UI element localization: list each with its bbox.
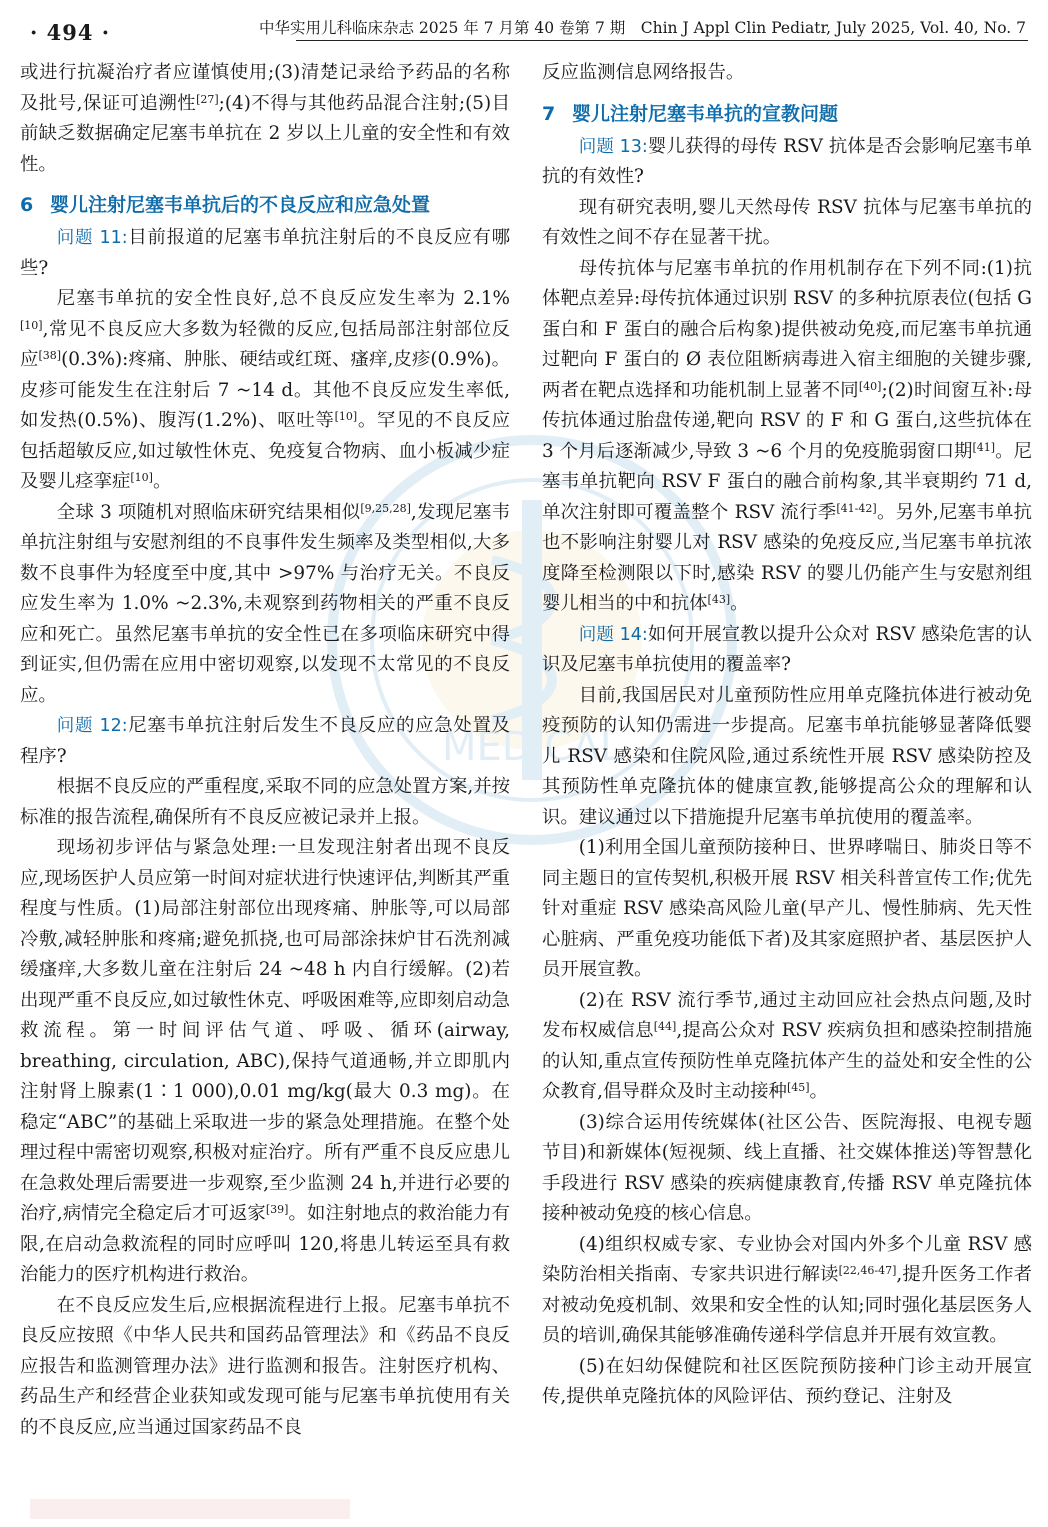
question-12: 问题 12:尼塞韦单抗注射后发生不良反应的应急处置及程序? bbox=[20, 715, 510, 767]
question-11: 问题 11:目前报道的尼塞韦单抗注射后的不良反应有哪些? bbox=[20, 227, 510, 279]
paragraph: 现场初步评估与紧急处理:一旦发现注射者出现不良反应,现场医护人员应第一时间对症状进行快速评估,判断其严重程度与性质。(1)局部注射部位出现疼痛、肿胀等,可以局部冷敷,减轻肿胀和疼痛;避免抓挠,也可局部涂抹炉甘石洗剂减缓瘙痒,大多数儿童在注射后 24 ~48 h 内自行缓解。(2)若出现严重不良反应,如过敏性休克、呼吸困难等,应即刻启动急救流程。第一时间评估气道、呼吸、循环(airway, breathing, circulation, ABC),保持气道通畅,并立即肌内注射肾上腺素(1∶1 000),0.01 mg/kg(最大 0.3 mg)。在稳定“ABC”的基础上采取进一步的紧急处理措施。在整个处理过程中需密切观察,积极对症治疗。所有严重不良反应患儿在急救处理后需要进一步观察,至少监测 24 h,并进行必要的治疗,病情完全稳定后才可返家[39]。如注射地点的救治能力有限,在启动急救流程的同时应呼叫 120,将患儿转运至具有救治能力的医疗机构进行救治。 bbox=[20, 837, 510, 1285]
paragraph: (3)综合运用传统媒体(社区公告、医院海报、电视专题节目)和新媒体(短视频、线上直播、社交媒体推送)等智慧化手段进行 RSV 感染的疾病健康教育,传播 RSV 单克隆抗体接种被动免疫的核心信息。 bbox=[542, 1111, 1032, 1224]
journal-citation: 中华实用儿科临床杂志 2025 年 7 月第 40 卷第 7 期 Chin J Appl Clin Pediatr, July 2025, Vol. 40, No. 7 bbox=[258, 19, 1026, 37]
question-13: 问题 13:婴儿获得的母传 RSV 抗体是否会影响尼塞韦单抗的有效性? bbox=[542, 135, 1032, 187]
right-column bbox=[542, 58, 1032, 1413]
paragraph: 母传抗体与尼塞韦单抗的作用机制存在下列不同:(1)抗体靶点差异:母传抗体通过识别 RSV 的多种抗原表位(包括 G 蛋白和 F 蛋白的融合后构象)提供被动免疫,而尼塞韦单抗通过靶向 F 蛋白的 Ø 表位阻断病毒进入宿主细胞的关键步骤,两者在靶点选择和功能机制上显著不同[40];(2)时间窗互补:母传抗体通过胎盘传递,靶向 RSV 的 F 和 G 蛋白,这些抗体在 3 个月后逐渐减少,导致 3 ~6 个月的免疫脆弱窗口期[41]。尼塞韦单抗靶向 RSV F 蛋白的融合前构象,其半衰期约 71 d,单次注射即可覆盖整个 RSV 流行季[41-42]。另外,尼塞韦单抗也不影响注射婴儿对 RSV 感染的免疫反应,当尼塞韦单抗浓度降至检测限以下时,感染 RSV 的婴儿仍能产生与安慰剂组婴儿相当的中和抗体[43]。 bbox=[542, 257, 1032, 614]
paragraph: (5)在妇幼保健院和社区医院预防接种门诊主动开展宣传,提供单克隆抗体的风险评估、预约登记、注射及 bbox=[542, 1355, 1032, 1407]
paragraph: 尼塞韦单抗的安全性良好,总不良反应发生率为 2.1%[10],常见不良反应大多数为轻微的反应,包括局部注射部位反应[38](0.3%):疼痛、肿胀、硬结或红斑、瘙痒,皮疹(0.9%)。皮疹可能发生在注射后 7 ~14 d。其他不良反应发生率低,如发热(0.5%)、腹泻(1.2%)、呕吐等[10]。罕见的不良反应包括超敏反应,如过敏性休克、免疫复合物病、血小板减少症及婴儿痉挛症[10]。 bbox=[20, 288, 510, 492]
watermark-text: MEDICAL bbox=[442, 724, 622, 770]
paragraph: (4)组织权威专家、专业协会对国内外多个儿童 RSV 感染防治相关指南、专家共识进行解读[22,46-47],提升医务工作者对被动免疫机制、效果和安全性的认知;同时强化基层医务人员的培训,确保其能够准确传递科学信息并开展有效宣教。 bbox=[542, 1233, 1032, 1346]
paragraph: 现有研究表明,婴儿天然母传 RSV 抗体与尼塞韦单抗的有效性之间不存在显著干扰。 bbox=[542, 196, 1032, 248]
paragraph: (1)利用全国儿童预防接种日、世界哮喘日、肺炎日等不同主题日的宣传契机,积极开展 RSV 相关科普宣传工作;优先针对重症 RSV 感染高风险儿童(早产儿、慢性肺病、先天性心脏病、严重免疫功能低下者)及其家庭照护者、基层医护人员开展宣教。 bbox=[542, 837, 1032, 980]
paragraph: 根据不良反应的严重程度,采取不同的应急处置方案,并按标准的报告流程,确保所有不良反应被记录并上报。 bbox=[20, 776, 510, 828]
page-header bbox=[0, 0, 1048, 44]
left-column bbox=[20, 58, 510, 1443]
paragraph: (2)在 RSV 流行季节,通过主动回应社会热点问题,及时发布权威信息[44],提高公众对 RSV 疾病负担和感染控制措施的认知,重点宣传预防性单克隆抗体产生的益处和安全性的公众教育,倡导群众及时主动接种[45]。 bbox=[542, 989, 1032, 1102]
header-rule bbox=[296, 40, 1028, 41]
question-14: 问题 14:如何开展宣教以提升公众对 RSV 感染危害的认识及尼塞韦单抗使用的覆盖率? bbox=[542, 623, 1032, 675]
page-number: · 494 · bbox=[30, 20, 111, 45]
paragraph: 反应监测信息网络报告。 bbox=[542, 62, 745, 83]
paragraph: 或进行抗凝治疗者应谨慎使用;(3)清楚记录给予药品的名称及批号,保证可追溯性[27];(4)不得与其他药品混合注射;(5)目前缺乏数据确定尼塞韦单抗在 2 岁以上儿童的安全性和有效性。 bbox=[20, 62, 510, 175]
section-heading-7: 7 婴儿注射尼塞韦单抗的宣教问题 bbox=[542, 102, 839, 125]
paragraph: 在不良反应发生后,应根据流程进行上报。尼塞韦单抗不良反应按照《中华人民共和国药品管理法》和《药品不良反应报告和监测管理办法》进行监测和报告。注射医疗机构、药品生产和经营企业获知或发现可能与尼塞韦单抗使用有关的不良反应,应当通过国家药品不良 bbox=[20, 1294, 510, 1438]
bottom-watermark-icon bbox=[30, 1494, 350, 1524]
paragraph: 全球 3 项随机对照临床研究结果相似[9,25,28],发现尼塞韦单抗注射组与安慰剂组的不良事件发生频率及类型相似,大多数不良事件为轻度至中度,其中 >97% 与治疗无关。不良反应发生率为 1.0% ~2.3%,未观察到药物相关的严重不良反应和死亡。虽然尼塞韦单抗的安全性已在多项临床研究中得到证实,但仍需在应用中密切观察,以发现不太常见的不良反应。 bbox=[20, 501, 510, 706]
paragraph: 目前,我国居民对儿童预防性应用单克隆抗体进行被动免疫预防的认知仍需进一步提高。尼塞韦单抗能够显著降低婴儿 RSV 感染和住院风险,通过系统性开展 RSV 感染防控及其预防性单克隆抗体的健康宣教,能够提高公众的理解和认识。建议通过以下措施提升尼塞韦单抗使用的覆盖率。 bbox=[542, 684, 1032, 828]
section-heading-6: 6 婴儿注射尼塞韦单抗后的不良反应和应急处置 bbox=[20, 194, 431, 216]
